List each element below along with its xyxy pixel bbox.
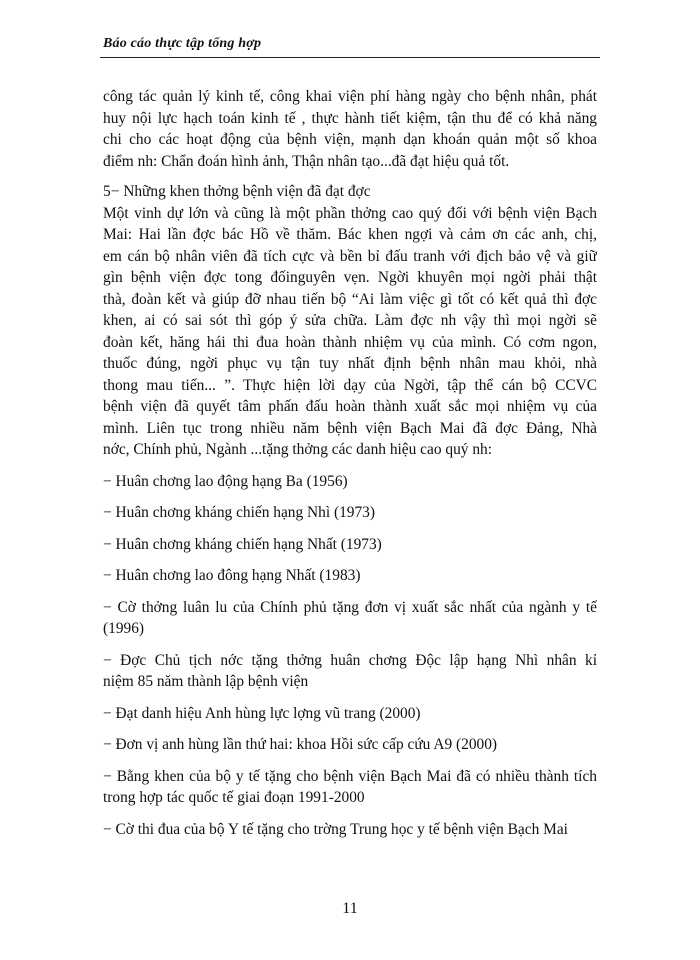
main-line: nớc, Chính phủ, Ngành ...tặng thởng các danh hiệu cao quý nh:	[103, 441, 492, 458]
award-line: − Huân chơng kháng chiến hạng Nhì (1973)	[103, 504, 375, 521]
main-line: Một vinh dự lớn và cũng là một phần thởng cao quý đối với bệnh viện Bạch	[103, 204, 597, 222]
main-line: em cán bộ nhân viên đã tích cực và bền bỉ đấu tranh với địch bảo vệ và giữ	[103, 247, 597, 265]
main-paragraph	[103, 203, 597, 461]
award-line: − Đơn vị anh hùng lần thứ hai: khoa Hồi sức cấp cứu A9 (2000)	[103, 736, 498, 753]
award-line: niệm 85 năm thành lập bệnh viện	[103, 673, 309, 690]
section-heading: 5− Những khen thởng bệnh viện đã đạt đợc	[103, 183, 371, 200]
header-divider	[100, 57, 600, 58]
award-line: − Bằng khen của bộ y tế tặng cho bệnh viện Bạch Mai đã có nhiều thành tích	[103, 767, 597, 785]
main-line: thuốc đúng, ngời phục vụ tận tuy nhất định bệnh nhân mau khỏi, nhà	[103, 355, 597, 372]
award-line: (1996)	[103, 620, 145, 637]
main-line: thong mau tiến... ”. Thực hiện lời dạy của Ngời, tập thể cán bộ CCVC	[103, 376, 597, 394]
page-body	[103, 86, 597, 840]
award-item	[103, 819, 597, 841]
award-line: − Đạt danh hiệu Anh hùng lực lợng vũ trang (2000)	[103, 704, 421, 722]
intro-line: chi cho các hoạt động của bệnh viện, mạnh dạn khoán quản một số khoa	[103, 131, 597, 148]
main-line: đoàn kết, hăng hái thi đua hoàn thành nhiệm vụ của mình. Có cơm ngon,	[103, 333, 597, 351]
award-line: − Huân chơng kháng chiến hạng Nhất (1973)	[103, 535, 382, 553]
award-item	[103, 766, 597, 809]
award-line: − Huân chơng lao đông hạng Nhất (1983)	[103, 567, 361, 584]
award-item	[103, 471, 597, 493]
page-number: 11	[342, 900, 358, 917]
main-line: bệnh viện đã quyết tâm phấn đấu hoàn thành xuất sắc mọi nhiệm vụ của	[103, 398, 597, 415]
award-item	[103, 565, 597, 587]
main-line: thà, đoàn kết và giúp đỡ nhau tiến bộ “Ai làm việc gì tốt có kết quả thì đợc	[103, 290, 597, 308]
running-header: Báo cáo thực tập tổng hợp	[103, 36, 262, 51]
intro-line: điểm nh: Chẩn đoán hình ảnh, Thận nhân tạo...đã đạt hiệu quả tốt.	[103, 152, 510, 170]
award-item	[103, 502, 597, 524]
award-line: − Đợc Chủ tịch nớc tặng thởng huân chơng Độc lập hạng Nhì nhân kỉ	[103, 651, 597, 669]
award-item	[103, 703, 597, 725]
award-item	[103, 650, 597, 693]
award-line: − Cờ thi đua của bộ Y tế tặng cho trờng Trung học y tế bệnh viện Bạch Mai	[103, 820, 568, 838]
intro-paragraph	[103, 86, 597, 172]
main-line: Mai: Hai lần đợc bác Hồ về thăm. Bác khen ngợi và cảm ơn các anh, chị,	[103, 226, 597, 243]
award-line: − Huân chơng lao động hạng Ba (1956)	[103, 472, 348, 490]
intro-line: công tác quản lý kinh tế, công khai viện phí hàng ngày cho bệnh nhân, phát	[103, 88, 597, 105]
main-line: khen, ai có sai sót thì góp ý sửa chữa. Làm đợc nh vậy thì mọi ngời sẽ	[103, 312, 597, 329]
award-line: trong hợp tác quốc tế giai đoạn 1991-2000	[103, 789, 365, 806]
main-line: gìn bệnh viện đợc tong đốinguyên vẹn. Ngời khuyên mọi ngời phải thật	[103, 269, 597, 286]
award-item	[103, 534, 597, 556]
award-item	[103, 597, 597, 640]
award-item	[103, 734, 597, 756]
intro-line: huy nội lực hạch toán kinh tế , thực hành tiết kiệm, tận thu để có khả năng	[103, 109, 597, 127]
award-line: − Cờ thởng luân lu của Chính phủ tặng đơn vị xuất sắc nhất của ngành y tế	[103, 598, 597, 616]
main-line: mình. Liên tục trong nhiều năm bệnh viện Bạch Mai đã đợc Đảng, Nhà	[103, 419, 597, 437]
